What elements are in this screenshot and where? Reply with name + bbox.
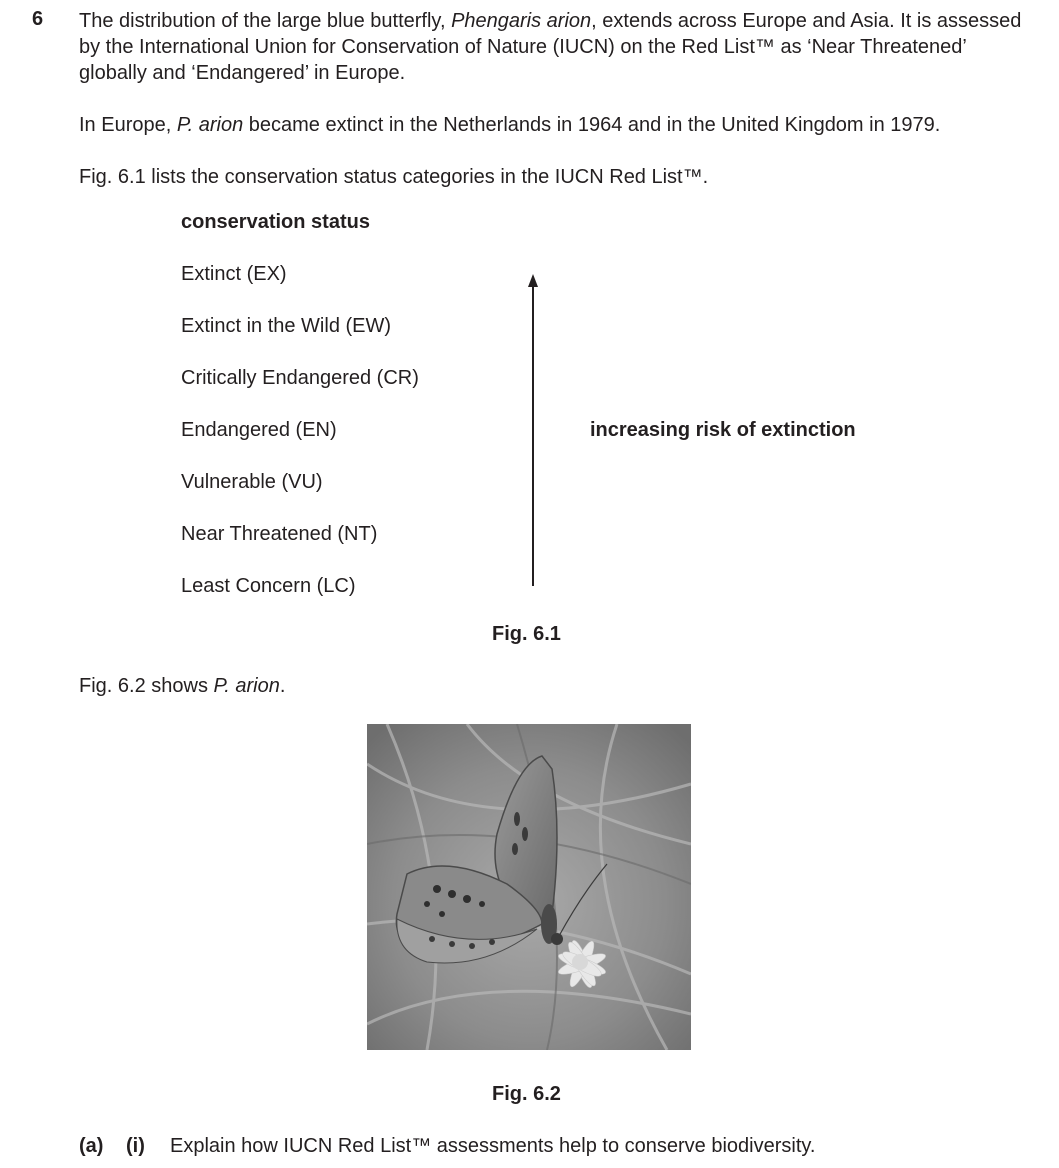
status-endangered: Endangered (EN) xyxy=(181,419,337,441)
species-abbrev: P. arion xyxy=(176,114,244,136)
fig62-intro: Fig. 6.2 shows P. arion. xyxy=(79,675,286,697)
fig62-caption: Fig. 6.2 xyxy=(492,1083,561,1105)
part-a-i-question: Explain how IUCN Red List™ assessments help to conserve biodiversity. xyxy=(170,1135,816,1157)
status-extinct: Extinct (EX) xyxy=(181,263,287,285)
conservation-status-heading: conservation status xyxy=(181,211,370,233)
part-a-label: (a) xyxy=(79,1135,104,1157)
risk-arrow-label: increasing risk of extinction xyxy=(590,419,856,441)
intro-paragraph: The distribution of the large blue butterfly, Phengaris arion, extends across Europe and Asia. It is assessed by the International Union for Conservation of Nature (IUCN) on the Red List™ as ‘Near Threatened’ globally and ‘Endangered’ in Europe. xyxy=(79,10,1022,84)
europe-paragraph: In Europe, P. arion became extinct in the Netherlands in 1964 and in the United Kingdom in 1979. xyxy=(79,114,941,136)
species-name: Phengaris arion xyxy=(451,10,592,32)
question-number: 6 xyxy=(32,8,44,30)
status-extinct-in-wild: Extinct in the Wild (EW) xyxy=(181,315,392,337)
fig61-intro: Fig. 6.1 lists the conservation status categories in the IUCN Red List™. xyxy=(79,166,709,188)
risk-arrow xyxy=(522,270,544,590)
part-a-i-label: (i) xyxy=(126,1135,145,1157)
butterfly-photo xyxy=(367,724,691,1050)
status-vulnerable: Vulnerable (VU) xyxy=(181,471,323,493)
fig61-caption: Fig. 6.1 xyxy=(492,623,561,645)
status-critically-endangered: Critically Endangered (CR) xyxy=(181,367,419,389)
status-least-concern: Least Concern (LC) xyxy=(181,575,356,597)
status-near-threatened: Near Threatened (NT) xyxy=(181,523,378,545)
